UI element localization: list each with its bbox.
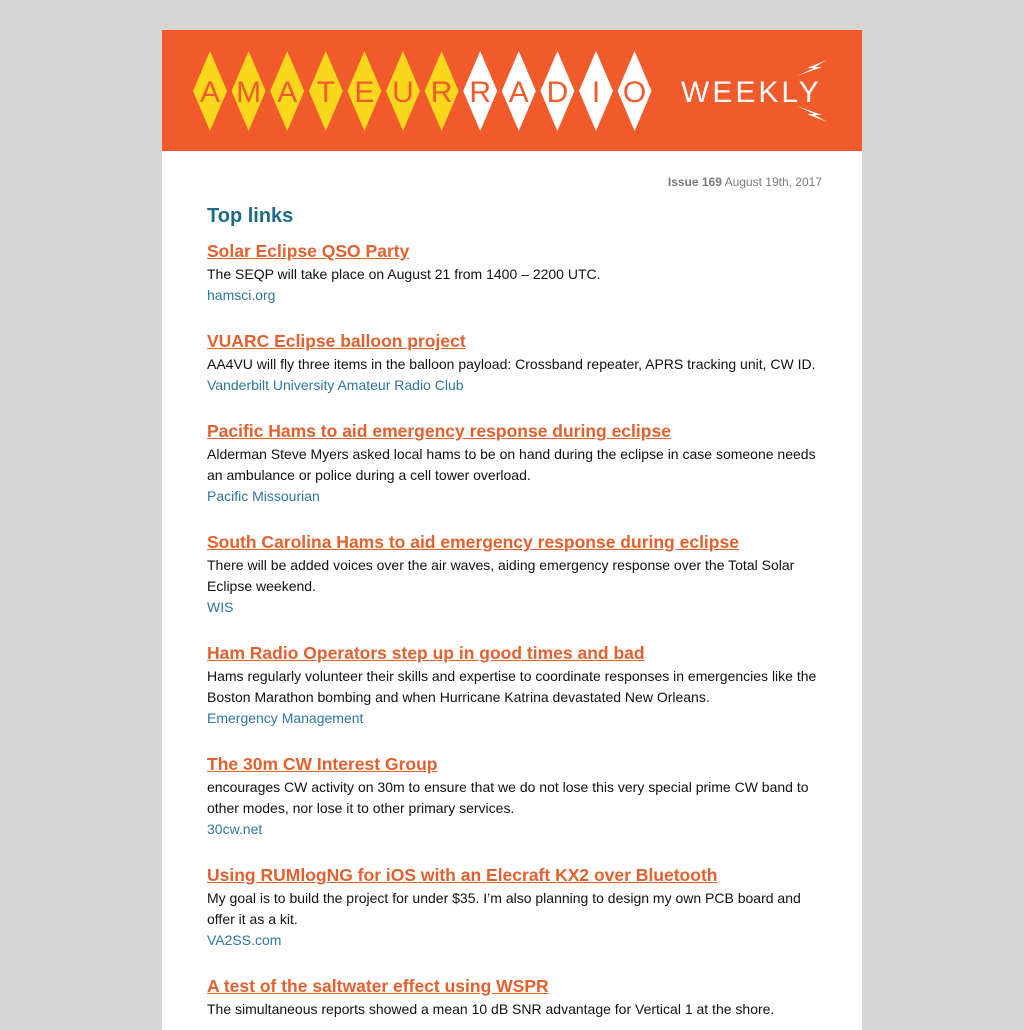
link-title[interactable]: A test of the saltwater effect using WSPR <box>207 976 549 996</box>
link-source[interactable]: Pacific Missourian <box>207 488 320 504</box>
link-description: My goal is to build the project for under $35. I’m also planning to design my own PCB board and offer it as a kit. <box>207 890 801 927</box>
section-title: Top links <box>207 205 294 227</box>
link-item <box>207 753 822 840</box>
link-item <box>207 864 822 951</box>
link-title[interactable]: Ham Radio Operators step up in good times and bad <box>207 643 645 663</box>
link-item <box>207 330 822 396</box>
link-title[interactable]: Solar Eclipse QSO Party <box>207 241 410 261</box>
link-description: Hams regularly volunteer their skills and expertise to coordinate responses in emergencies like the Boston Marathon bombing and when Hurricane Katrina devastated New Orleans. <box>207 668 817 705</box>
link-title[interactable]: Pacific Hams to aid emergency response during eclipse <box>207 421 671 441</box>
link-item <box>207 975 822 1020</box>
logo-letter: M <box>236 76 262 109</box>
link-description: AA4VU will fly three items in the balloon payload: Crossband repeater, APRS tracking unit, CW ID. <box>207 356 816 372</box>
newsletter-card <box>162 30 862 1030</box>
logo-letter: T <box>316 76 335 109</box>
issue-number: Issue 169 <box>667 175 722 189</box>
logo-letter: R <box>469 76 492 109</box>
link-item <box>207 531 822 618</box>
link-description: encourages CW activity on 30m to ensure that we do not lose this very special prime CW band to other modes, nor lose it to other primary services. <box>207 779 809 816</box>
issue-meta <box>668 175 822 189</box>
link-source[interactable]: hamsci.org <box>207 287 276 303</box>
link-description: There will be added voices over the air waves, aiding emergency response over the Total Solar Eclipse weekend. <box>207 557 795 594</box>
link-item <box>207 240 822 306</box>
link-item <box>207 642 822 729</box>
link-source[interactable]: Vanderbilt University Amateur Radio Club <box>207 377 464 393</box>
link-source[interactable]: Emergency Management <box>207 710 364 726</box>
logo-letter: E <box>354 76 375 109</box>
brand-suffix-text: WEEKLY <box>681 76 822 109</box>
logo-letter: D <box>546 76 569 109</box>
newsletter-banner <box>162 30 862 151</box>
amateur-radio-weekly-logo <box>162 30 862 151</box>
links-list <box>207 240 822 1030</box>
logo-letter: R <box>430 76 453 109</box>
logo-letter: O <box>622 76 647 109</box>
link-title[interactable]: Using RUMlogNG for iOS with an Elecraft KX2 over Bluetooth <box>207 865 718 885</box>
link-title[interactable]: The 30m CW Interest Group <box>207 754 438 774</box>
link-description: The SEQP will take place on August 21 from 1400 – 2200 UTC. <box>207 266 601 282</box>
link-source[interactable]: WIS <box>207 599 234 615</box>
link-source[interactable]: 30cw.net <box>207 821 263 837</box>
link-item <box>207 420 822 507</box>
link-description: The simultaneous reports showed a mean 10 dB SNR advantage for Vertical 1 at the shore. <box>207 1001 775 1017</box>
logo-letter: A <box>199 76 221 109</box>
logo-letter: A <box>508 76 529 109</box>
logo-letter: I <box>591 76 601 109</box>
logo-letter: U <box>392 76 414 109</box>
issue-date: August 19th, 2017 <box>724 175 822 189</box>
link-title[interactable]: South Carolina Hams to aid emergency response during eclipse <box>207 532 739 552</box>
logo-letter: A <box>277 76 298 109</box>
link-description: Alderman Steve Myers asked local hams to be on hand during the eclipse in case someone needs an ambulance or police during a cell tower overload. <box>207 446 816 483</box>
link-source[interactable]: VA2SS.com <box>207 932 282 948</box>
link-title[interactable]: VUARC Eclipse balloon project <box>207 331 466 351</box>
